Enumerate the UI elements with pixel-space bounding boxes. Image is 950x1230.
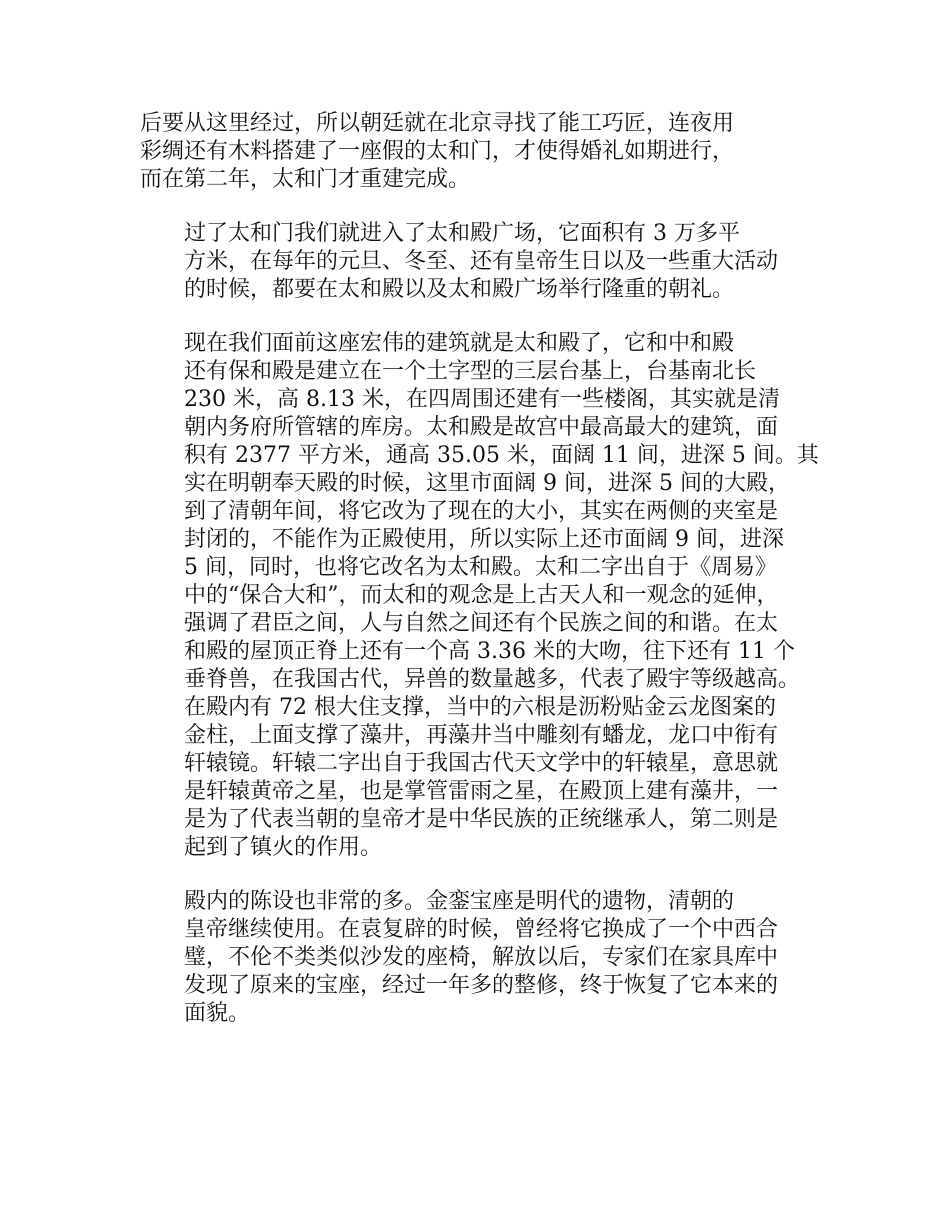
text-line: 还有保和殿是建立在一个土字型的三层台基上，台基南北长 <box>184 359 757 384</box>
text-line: 在殿内有 72 根大住支撑，当中的六根是沥粉贴金云龙图案的 <box>184 695 776 720</box>
text-line: 方米，在每年的元旦、冬至、还有皇帝生日以及一些重大活动 <box>184 249 779 274</box>
text-line: 朝内务府所管辖的库房。太和殿是故宫中最高最大的建筑，面 <box>184 415 779 440</box>
text-line: 垂脊兽，在我国古代，异兽的数量越多，代表了殿宇等级越高。 <box>184 667 801 692</box>
text-line: 发现了原来的宝座，经过一年多的整修，终于恢复了它本来的 <box>184 973 779 998</box>
text-line: 过了太和门我们就进入了太和殿广场，它面积有 3 万多平 <box>184 221 740 246</box>
text-line: 到了清朝年间，将它改为了现在的大小，其实在两侧的夹室是 <box>184 499 779 524</box>
text-line: 彩绸还有木料搭建了一座假的太和门，才使得婚礼如期进行， <box>140 139 735 164</box>
text-line: 后要从这里经过，所以朝廷就在北京寻找了能工巧匠，连夜用 <box>140 111 735 136</box>
paragraph <box>140 888 825 1028</box>
text-line: 是为了代表当朝的皇帝才是中华民族的正统继承人，第二则是 <box>184 807 779 832</box>
text-line: 和殿的屋顶正脊上还有一个高 3.36 米的大吻，往下还有 11 个 <box>184 639 795 664</box>
text-line: 是轩辕黄帝之星，也是掌管雷雨之星，在殿顶上建有藻井，一 <box>184 779 779 804</box>
text-line: 起到了镇火的作用。 <box>184 835 383 860</box>
paragraph <box>140 330 825 862</box>
text-line: 现在我们面前这座宏伟的建筑就是太和殿了，它和中和殿 <box>184 331 735 356</box>
paragraph <box>140 220 825 304</box>
text-line: 殿内的陈设也非常的多。金銮宝座是明代的遗物，清朝的 <box>184 889 735 914</box>
text-line: 面貌。 <box>184 1001 251 1026</box>
text-line: 230 米，高 8.13 米，在四周围还建有一些楼阁，其实就是清 <box>184 387 780 412</box>
text-line: 而在第二年，太和门才重建完成。 <box>140 167 471 192</box>
text-line: 5 间，同时，也将它改名为太和殿。太和二字出自于《周易》 <box>184 555 777 580</box>
text-line: 封闭的，不能作为正殿使用，所以实际上还市面阔 9 间，进深 <box>184 527 784 552</box>
text-line: 金柱，上面支撑了藻井，再藻井当中雕刻有蟠龙，龙口中衔有 <box>184 723 779 748</box>
text-line: 积有 2377 平方米，通高 35.05 米，面阔 11 间，进深 5 间。其 <box>184 443 819 468</box>
text-line: 实在明朝奉天殿的时候，这里市面阔 9 间，进深 5 间的大殿， <box>184 471 790 496</box>
paragraph <box>140 110 825 194</box>
document-page <box>140 110 825 1054</box>
text-line: 的时候，都要在太和殿以及太和殿广场举行隆重的朝礼。 <box>184 277 735 302</box>
text-line: 皇帝继续使用。在袁复辟的时候，曾经将它换成了一个中西合 <box>184 917 779 942</box>
text-line: 璧，不伦不类类似沙发的座椅，解放以后，专家们在家具库中 <box>184 945 779 970</box>
text-line: 强调了君臣之间，人与自然之间还有个民族之间的和谐。在太 <box>184 611 779 636</box>
text-line: 轩辕镜。轩辕二字出自于我国古代天文学中的轩辕星，意思就 <box>184 751 779 776</box>
text-line: 中的“保合大和”，而太和的观念是上古天人和一观念的延伸， <box>184 583 779 608</box>
